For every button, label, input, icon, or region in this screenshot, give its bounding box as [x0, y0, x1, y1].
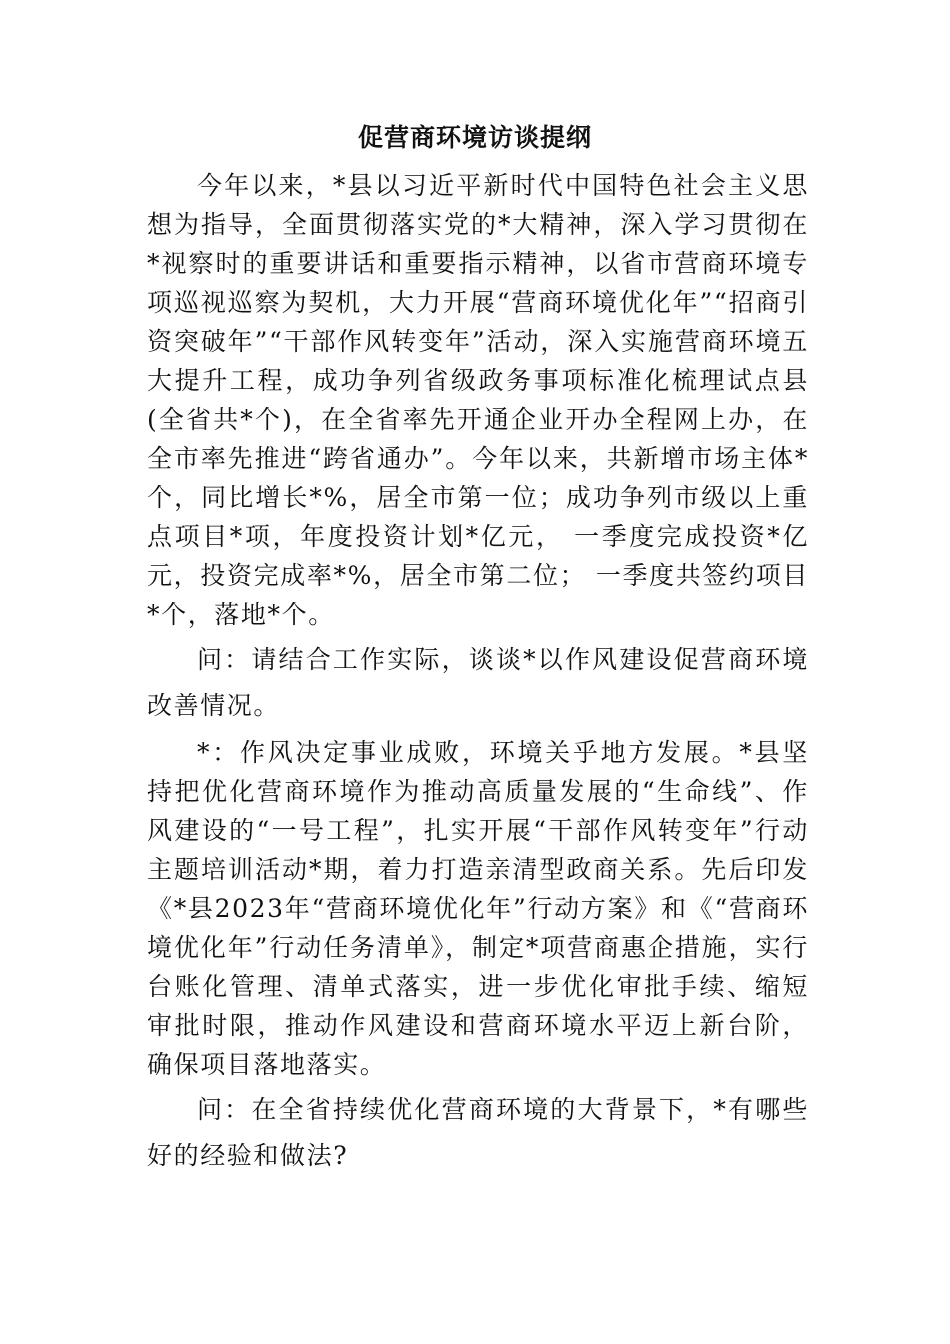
intro-paragraph: 今年以来，*县以习近平新时代中国特色社会主义思想为指导，全面贯彻落实党的*大精神，深入学习贯彻在*视察时的重要讲话和重要指示精神，以省市营商环境专项巡视巡察为契机，大力开展“营商环境优化年”“招商引资突破年”“干部作风转变年”活动，深入实施营商环境五大提升工程，成功争列省级政务事项标准化梳理试点县(全省共*个)，在全省率先开通企业开办全程网上办，在全市率先推进“跨省通办”。今年以来，共新增市场主体*个，同比增长*%，居全市第一位；成功争列市级以上重点项目*项，年度投资计划*亿元， 一季度完成投资*亿元，投资完成率*%，居全市第二位； 一季度共签约项目*个，落地*个。: [147, 171, 809, 629]
document-title: 促营商环境访谈提纲: [357, 123, 592, 152]
document-body: [147, 166, 809, 1183]
question-paragraph: 问：请结合工作实际，谈谈*以作风建设促营商环境改善情况。: [147, 645, 809, 720]
answer-paragraph: *：作风决定事业成败，环境关乎地方发展。*县坚持把优化营商环境作为推动高质量发展的“生命线”、作风建设的“一号工程”，扎实开展“干部作风转变年”行动主题培训活动*期，着力打造亲清型政商关系。先后印发《*县2023年“营商环境优化年”行动方案》和《“营商环境优化年”行动任务清单》，制定*项营商惠企措施，实行台账化管理、清单式落实，进一步优化审批手续、缩短审批时限，推动作风建设和营商环境水平迈上新台阶，确保项目落地落实。: [147, 738, 809, 1079]
question-paragraph: 问：在全省持续优化营商环境的大背景下，*有哪些好的经验和做法?: [147, 1095, 809, 1170]
